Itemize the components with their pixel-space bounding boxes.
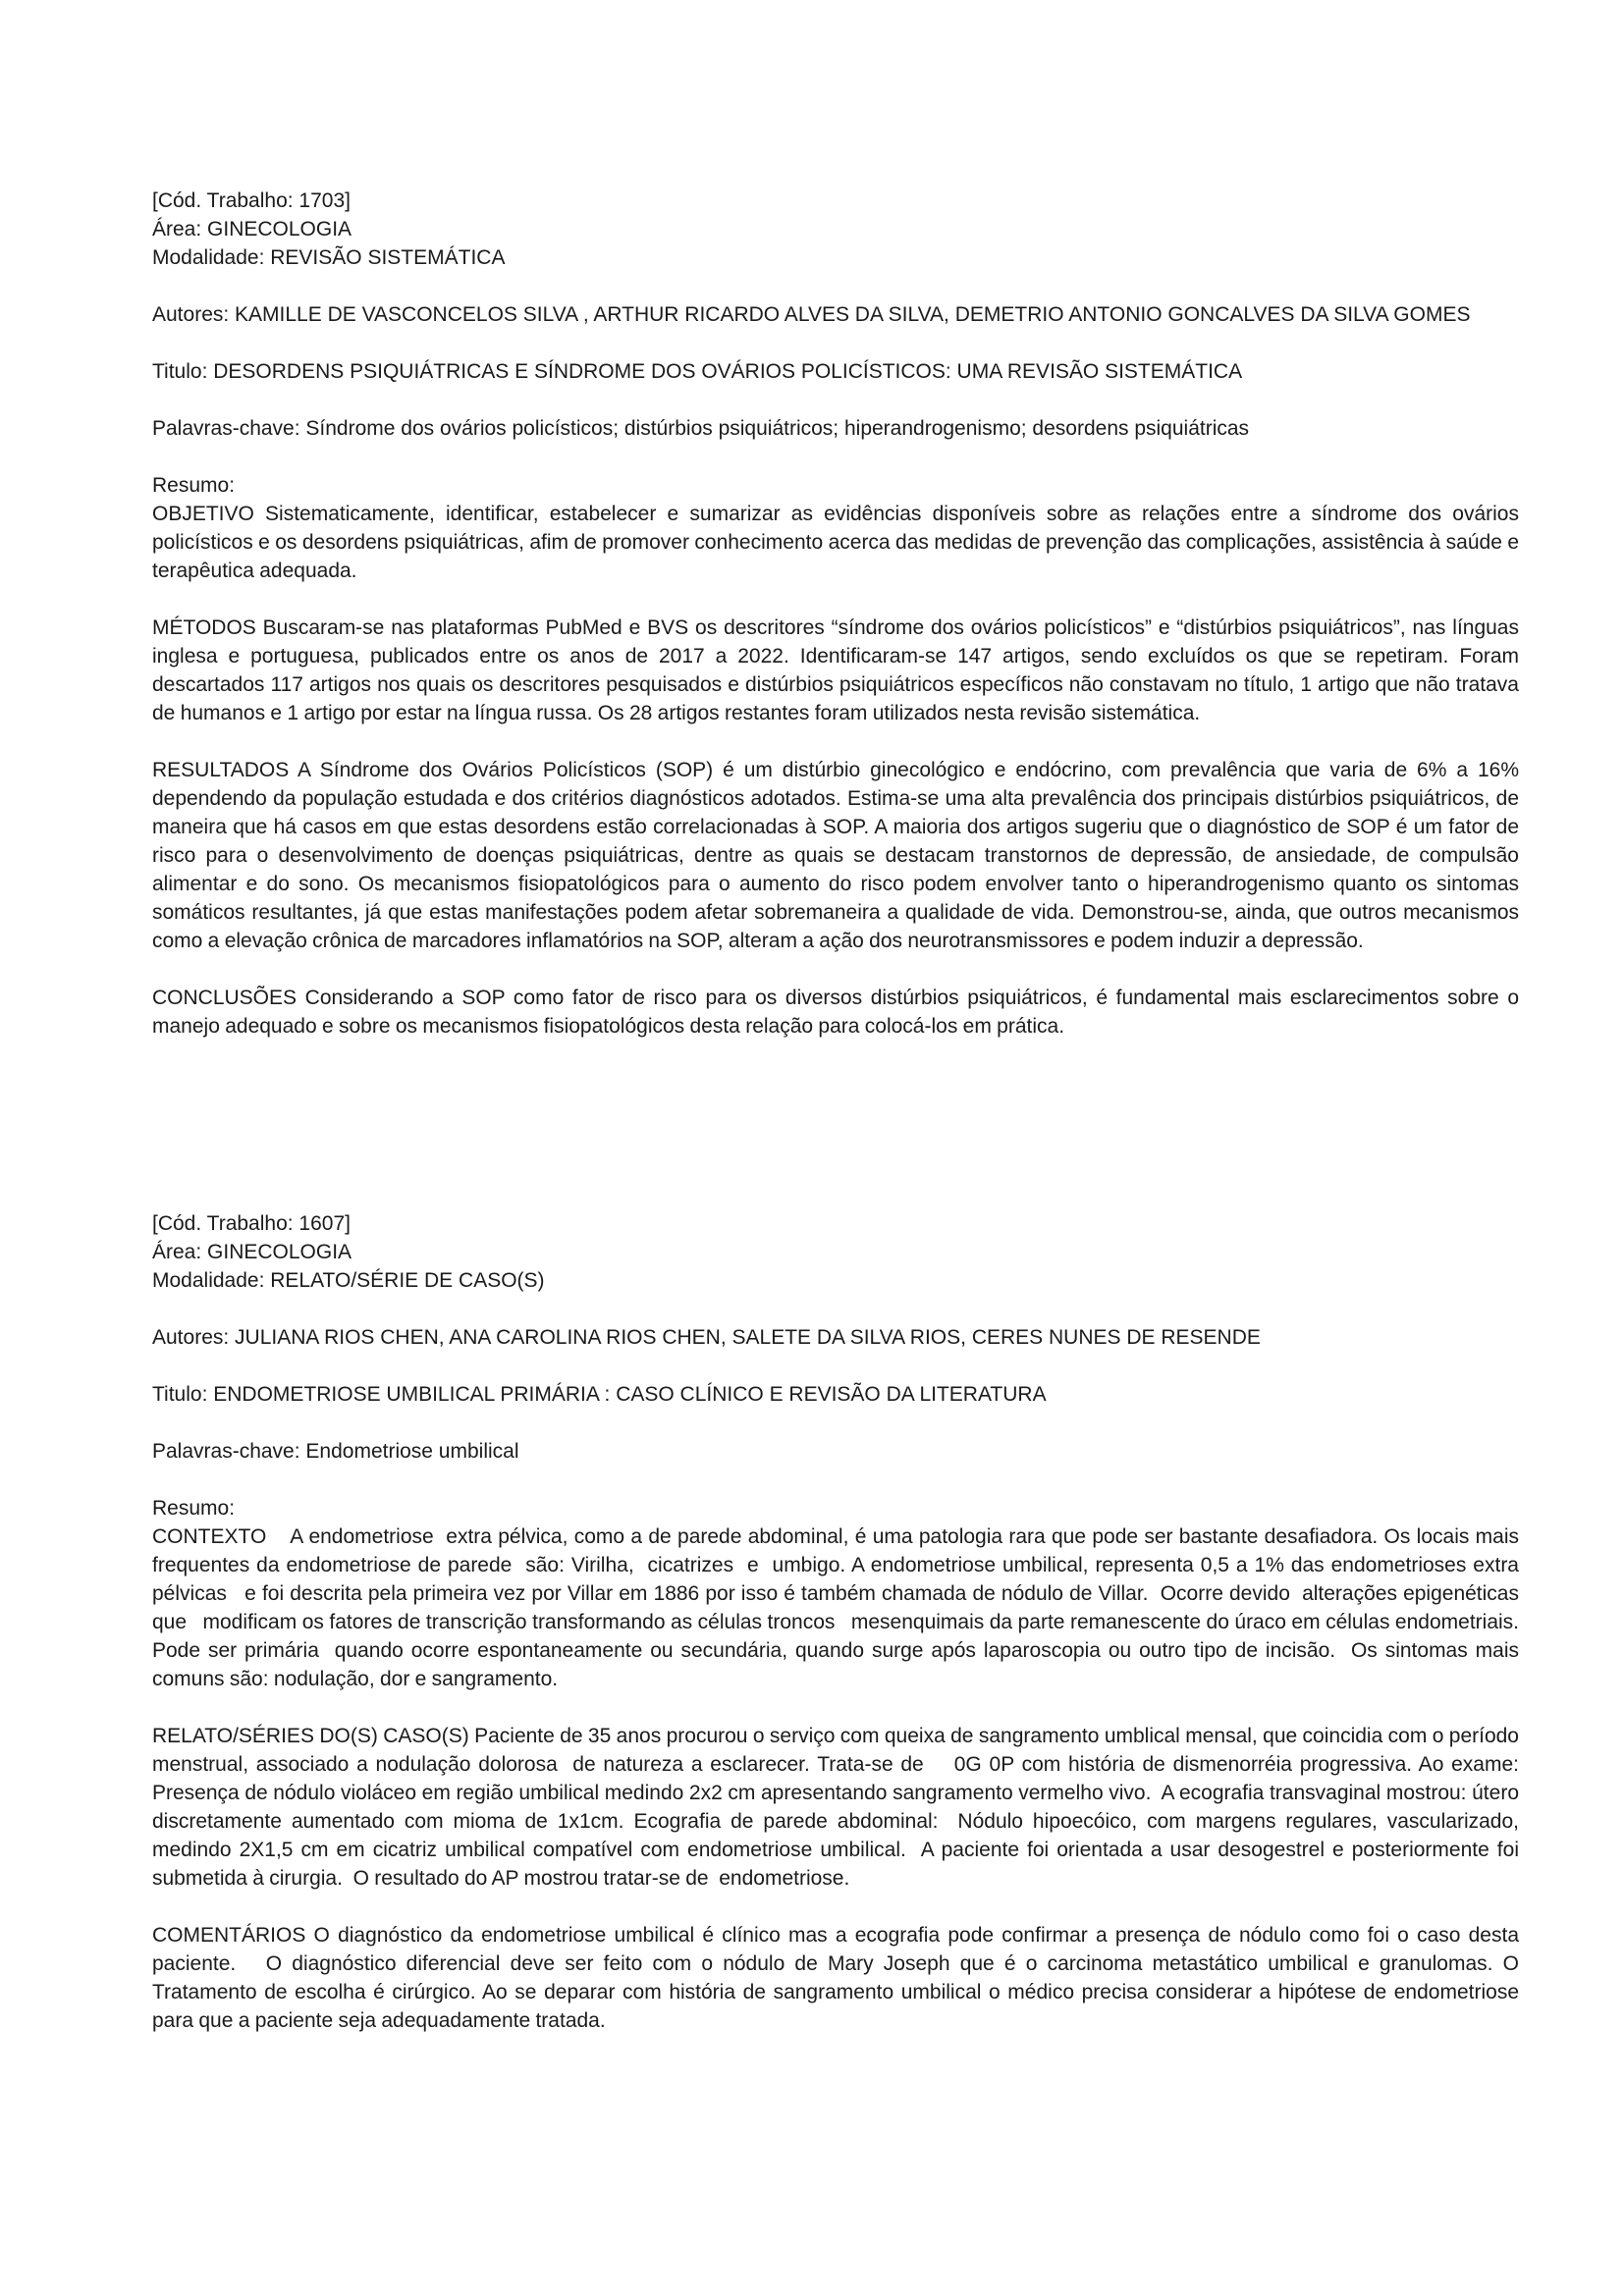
work-keywords: Palavras-chave: Endometriose umbilical: [152, 1440, 519, 1463]
document-page: [152, 0, 1525, 2296]
resumo-label: Resumo:: [152, 1497, 236, 1520]
work-area: Área: GINECOLOGIA: [152, 218, 352, 240]
resumo-paragraph-objetivo: OBJETIVO Sistematicamente, identificar, estabelecer e sumarizar as evidências disponíveis sobre as relações entre a síndrome dos ovários policísticos e os desordens psiquiátricas, afim de promover conhecimento acerca das medidas de prevenção das complicações, assistência à saúde e terapêutica adequada.: [152, 503, 1519, 582]
work-code: [Cód. Trabalho: 1607]: [152, 1212, 351, 1235]
resumo-paragraph-relato: RELATO/SÉRIES DO(S) CASO(S) Paciente de 35 anos procurou o serviço com queixa de sangramento umblical mensal, que coincidia com o período menstrual, associado a nodulação dolorosa de natureza a esclarecer. Trata-se de 0G 0P com história de dismenorréia progressiva. Ao exame: Presença de nódulo violáceo em região umbilical medindo 2x2 cm apresentando sangramento vermelho vivo. A ecografia transvaginal mostrou: útero discretamente aumentado com mioma de 1x1cm. Ecografia de parede abdominal: Nódulo hipoecóico, com margens regulares, vascularizado, medindo 2X1,5 cm em cicatriz umbilical compatível com endometriose umbilical. A paciente foi orientada a usar desogestrel e posteriormente foi submetida à cirurgia. O resultado do AP mostrou tratar-se de endometriose.: [152, 1725, 1525, 1890]
work-modality: Modalidade: REVISÃO SISTEMÁTICA: [152, 246, 506, 269]
work-code: [Cód. Trabalho: 1703]: [152, 189, 351, 212]
work-authors: Autores: JULIANA RIOS CHEN, ANA CAROLINA RIOS CHEN, SALETE DA SILVA RIOS, CERES NUNES DE RESENDE: [152, 1326, 1261, 1349]
abstract-1607: [152, 1209, 1525, 2035]
resumo-paragraph-metodos: MÉTODOS Buscaram-se nas plataformas PubMed e BVS os descritores “síndrome dos ovários policísticos” e “distúrbios psiquiátricos”, nas línguas inglesa e portuguesa, publicados entre os anos de 2017 a 2022. Identificaram-se 147 artigos, sendo excluídos os que se repetiram. Foram descartados 117 artigos nos quais os descritores pesquisados e distúrbios psiquiátricos específicos não constavam no título, 1 artigo que não tratava de humanos e 1 artigo por estar na língua russa. Os 28 artigos restantes foram utilizados nesta revisão sistemática.: [152, 616, 1519, 724]
work-title: Titulo: DESORDENS PSIQUIÁTRICAS E SÍNDROME DOS OVÁRIOS POLICÍSTICOS: UMA REVISÃO SISTEMÁTICA: [152, 360, 1243, 383]
work-authors: Autores: KAMILLE DE VASCONCELOS SILVA , ARTHUR RICARDO ALVES DA SILVA, DEMETRIO ANTONIO GONCALVES DA SILVA GOMES: [152, 303, 1471, 326]
abstract-1703: [152, 187, 1519, 1041]
resumo-paragraph-resultados: RESULTADOS A Síndrome dos Ovários Policísticos (SOP) é um distúrbio ginecológico e endócrino, com prevalência que varia de 6% a 16% dependendo da população estudada e dos critérios diagnósticos adotados. Estima-se uma alta prevalência dos principais distúrbios psiquiátricos, de maneira que há casos em que estas desordens estão correlacionadas à SOP. A maioria dos artigos sugeriu que o diagnóstico de SOP é um fator de risco para o desenvolvimento de doenças psiquiátricas, dentre as quais se destacam transtornos de depressão, de ansiedade, de compulsão alimentar e do sono. Os mecanismos fisiopatológicos para o aumento do risco podem envolver tanto o hiperandrogenismo quanto os sintomas somáticos resultantes, já que estas manifestações podem afetar sobremaneira a qualidade de vida. Demonstrou-se, ainda, que outros mecanismos como a elevação crônica de marcadores inflamatórios na SOP, alteram a ação dos neurotransmissores e podem induzir a depressão.: [152, 759, 1519, 952]
resumo-paragraph-conclusoes: CONCLUSÕES Considerando a SOP como fator de risco para os diversos distúrbios psiquiátricos, é fundamental mais esclarecimentos sobre o manejo adequado e sobre os mecanismos fisiopatológicos desta relação para colocá-los em prática.: [152, 987, 1519, 1038]
resumo-paragraph-comentarios: COMENTÁRIOS O diagnóstico da endometriose umbilical é clínico mas a ecografia pode confirmar a presença de nódulo como foi o caso desta paciente. O diagnóstico diferencial deve ser feito com o nódulo de Mary Joseph que é o carcinoma metastático umbilical e granulomas. O Tratamento de escolha é cirúrgico. Ao se deparar com história de sangramento umbilical o médico precisa considerar a hipótese de endometriose para que a paciente seja adequadamente tratada.: [152, 1924, 1525, 2032]
work-area: Área: GINECOLOGIA: [152, 1241, 352, 1263]
resumo-label: Resumo:: [152, 474, 236, 497]
work-keywords: Palavras-chave: Síndrome dos ovários policísticos; distúrbios psiquiátricos; hiperandrogenismo; desordens psiquiátricas: [152, 417, 1250, 440]
work-modality: Modalidade: RELATO/SÉRIE DE CASO(S): [152, 1269, 545, 1292]
resumo-paragraph-contexto: CONTEXTO A endometriose extra pélvica, como a de parede abdominal, é uma patologia rara que pode ser bastante desafiadora. Os locais mais frequentes da endometriose de parede são: Virilha, cicatrizes e umbigo. A endometriose umbilical, representa 0,5 a 1% das endometrioses extra pélvicas e foi descrita pela primeira vez por Villar em 1886 por isso é também chamada de nódulo de Villar. Ocorre devido alterações epigenéticas que modificam os fatores de transcrição transformando as células troncos mesenquimais da parte remanescente do úraco em células endometriais. Pode ser primária quando ocorre espontaneamente ou secundária, quando surge após laparoscopia ou outro tipo de incisão. Os sintomas mais comuns são: nodulação, dor e sangramento.: [152, 1525, 1525, 1690]
work-title: Titulo: ENDOMETRIOSE UMBILICAL PRIMÁRIA : CASO CLÍNICO E REVISÃO DA LITERATURA: [152, 1383, 1047, 1406]
